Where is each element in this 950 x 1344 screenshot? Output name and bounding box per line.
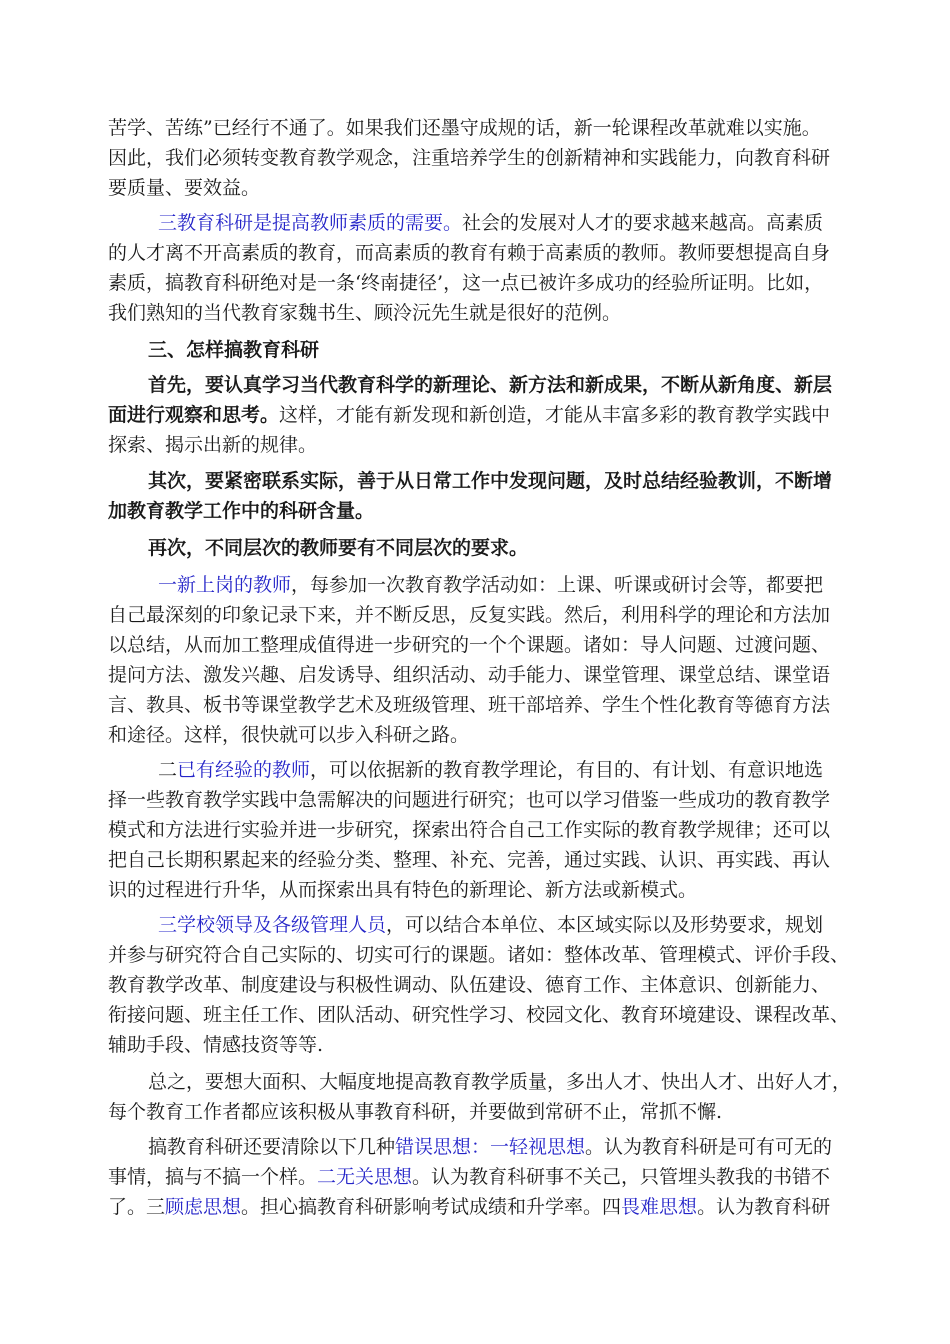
bold-line: 其次，要紧密联系实际，善于从日常工作中发现问题，及时总结经验教训，不断增 (148, 470, 833, 492)
subheading-link: 畏难思想 (621, 1196, 698, 1218)
paragraph-line: 衔接问题、班主任工作、团队活动、研究性学习、校园文化、教育环境建设、课程改革、 (108, 1004, 850, 1026)
text-run: 事情，搞与不搞一个样。 (108, 1166, 318, 1188)
paragraph-line: 我们熟知的当代教育家魏书生、顾泠沅先生就是很好的范例。 (108, 302, 622, 324)
subheading-link: 三学校领导及各级管理人员 (158, 914, 387, 936)
paragraph-line (158, 910, 823, 940)
paragraph-line: 并参与研究符合自己实际的、切实可行的课题。诸如：整体改革、管理模式、评价手段、 (108, 944, 850, 966)
paragraph-line: 辅助手段、情感技资等等. (108, 1034, 324, 1056)
paragraph-line: 言、教具、板书等课堂教学艺术及班级管理、班干部培养、学生个性化教育等德育方法 (108, 694, 831, 716)
text-run: 这样，才能有新发现和新创造，才能从丰富多彩的教育教学实践中 (279, 404, 831, 426)
paragraph-line: 教育教学改革、制度建设与积极性调动、队伍建设、德育工作、主体意识、创新能力、 (108, 974, 831, 996)
paragraph-line: 素质，搞教育科研绝对是一条‘终南捷径’，这一点已被许多成功的经验所证明。比如， (108, 272, 824, 294)
text-run: 。认为教育科研是可有可无的 (585, 1136, 833, 1158)
subheading-link: 已有经验的教师 (177, 759, 311, 781)
paragraph-line: 和途径。这样，很快就可以步入科研之路。 (108, 724, 470, 746)
paragraph-line: 的人才离不开高素质的教育，而高素质的教育有赖于高素质的教师。教师要想提高自身 (108, 242, 831, 264)
paragraph-line: 每个教育工作者都应该积极从事教育科研，并要做到常研不止，常抓不懈. (108, 1101, 723, 1123)
text-run: 搞教育科研还要清除以下几种 (148, 1136, 396, 1158)
bold-line: 再次，不同层次的教师要有不同层次的要求。 (148, 537, 529, 559)
text-run: 二 (158, 759, 178, 781)
text-run: 。认为教育科研 (697, 1196, 831, 1218)
paragraph-line: 要质量、要效益。 (108, 177, 261, 199)
subheading-link: 三教育科研是提高教师素质的需要。 (158, 212, 463, 234)
paragraph-line: 探索、揭示出新的规律。 (108, 434, 318, 456)
paragraph-line: 把自己长期积累起来的经验分类、整理、补充、完善，通过实践、认识、再实践、再认 (108, 849, 831, 871)
text-run: 社会的发展对人才的要求越来越高。高素质 (462, 212, 824, 234)
paragraph-line (108, 1162, 830, 1192)
text-run: ，可以结合本单位、本区域实际以及形势要求，规划 (386, 914, 824, 936)
text-run: 。认为教育科研事不关己，只管埋头教我的书错不 (412, 1166, 831, 1188)
paragraph-line: 苦学、苦练”已经行不通了。如果我们还墨守成规的话，新一轮课程改革就难以实施。 (108, 117, 821, 139)
paragraph-line: 因此，我们必须转变教育教学观念，注重培养学生的创新精神和实践能力，向教育科研 (108, 147, 831, 169)
text-run: 。担心搞教育科研影响考试成绩和升学率。四 (241, 1196, 622, 1218)
paragraph-line (108, 400, 830, 430)
bold-line: 加教育教学工作中的科研含量。 (108, 500, 375, 522)
subheading-link: 错误思想：一轻视思想 (395, 1136, 586, 1158)
paragraph-line: 识的过程进行升华，从而探索出具有特色的新理论、新方法或新模式。 (108, 879, 698, 901)
text-run: ，可以依据新的教育教学理论，有目的、有计划、有意识地选 (310, 759, 824, 781)
bold-line: 首先，要认真学习当代教育科学的新理论、新方法和新成果，不断从新角度、新层 (148, 374, 833, 396)
subheading-link: 顾虑思想 (165, 1196, 242, 1218)
subheading-link: 二无关思想 (317, 1166, 413, 1188)
subheading-link: 一新上岗的教师 (158, 574, 292, 596)
paragraph-line: 提问方法、激发兴趣、启发诱导、组织活动、动手能力、课堂管理、课堂总结、课堂语 (108, 664, 831, 686)
paragraph-line (158, 208, 823, 238)
paragraph-line: 总之，要想大面积、大幅度地提高教育教学质量，多出人才、快出人才、出好人才， (148, 1071, 852, 1093)
paragraph-line (158, 755, 823, 785)
paragraph-line: 择一些教育教学实践中急需解决的问题进行研究；也可以学习借鉴一些成功的教育教学 (108, 789, 831, 811)
paragraph-line (148, 1132, 832, 1162)
text-run: ，每参加一次教育教学活动如：上课、听课或研讨会等，都要把 (291, 574, 824, 596)
section-heading: 三、怎样搞教育科研 (148, 339, 320, 361)
paragraph-line: 自己最深刻的印象记录下来，并不断反思，反复实践。然后，利用科学的理论和方法加 (108, 604, 831, 626)
bold-run: 面进行观察和思考。 (108, 404, 280, 426)
text-run: 了。三 (108, 1196, 166, 1218)
paragraph-line (108, 1192, 830, 1222)
paragraph-line: 模式和方法进行实验并进一步研究，探索出符合自己工作实际的教育教学规律；还可以 (108, 819, 831, 841)
paragraph-line (158, 570, 823, 600)
paragraph-line: 以总结，从而加工整理成值得进一步研究的一个个课题。诸如：导人问题、过渡问题、 (108, 634, 831, 656)
